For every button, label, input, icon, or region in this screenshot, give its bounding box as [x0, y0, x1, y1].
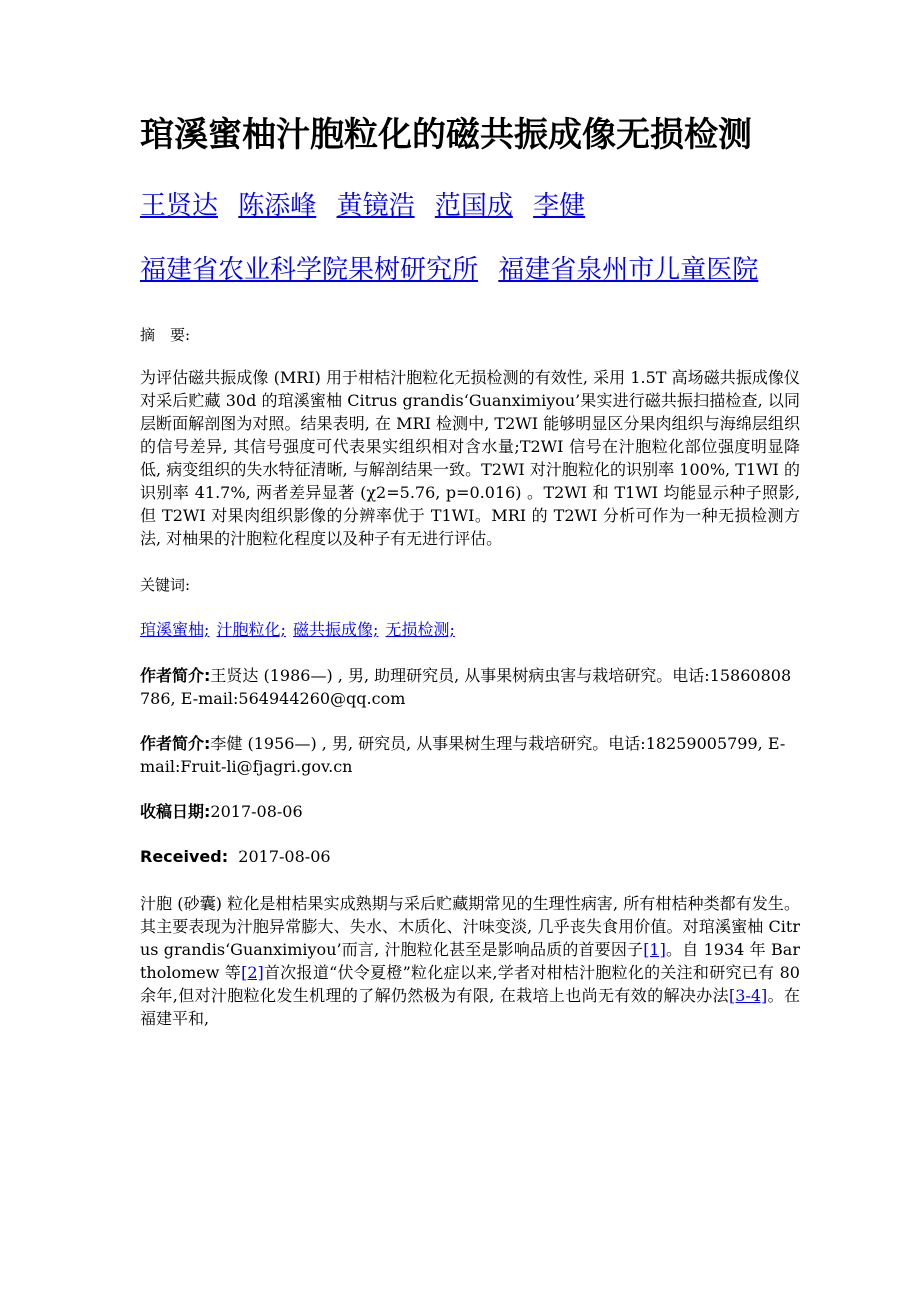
author-intro-text: 王贤达 (1986—) , 男, 助理研究员, 从事果树病虫害与栽培研究。电话:15860808786, E-mail:564944260@qq.com [140, 666, 792, 708]
author-link[interactable]: 黄镜浩 [336, 191, 415, 221]
author-intro-1 [140, 664, 800, 710]
keyword-link[interactable]: 琯溪蜜柚; [140, 620, 210, 639]
received-label-en: Received: [140, 847, 229, 866]
reference-link[interactable]: [1] [643, 940, 666, 959]
reference-link[interactable]: [2] [241, 963, 264, 982]
keyword-link[interactable]: 磁共振成像; [293, 620, 379, 639]
reference-link[interactable]: [3-4] [729, 986, 768, 1005]
author-intro-text: 李健 (1956—) , 男, 研究员, 从事果树生理与栽培研究。电话:18259005799, E-mail:Fruit-li@fjagri.gov.cn [140, 734, 786, 776]
author-list [140, 186, 800, 226]
paper-page [140, 110, 800, 1030]
received-label-cn: 收稿日期: [140, 802, 211, 821]
body-paragraph [140, 892, 800, 1030]
affiliation-link[interactable]: 福建省农业科学院果树研究所 [140, 255, 479, 285]
author-link[interactable]: 李健 [533, 191, 586, 221]
affiliation-link[interactable]: 福建省泉州市儿童医院 [498, 255, 759, 285]
keyword-list [140, 618, 800, 642]
body-text-segment: 。自 1934 年 Bartholomew 等 [140, 940, 800, 982]
author-link[interactable]: 陈添峰 [238, 191, 317, 221]
keyword-link[interactable]: 无损检测; [385, 620, 455, 639]
abstract-text: 为评估磁共振成像 (MRI) 用于柑桔汁胞粒化无损检测的有效性, 采用 1.5T 高场磁共振成像仪对采后贮藏 30d 的琯溪蜜柚 Citrus grandis‘Guanximiyou’果实进行磁共振扫描检查, 以同层断面解剖图为对照。结果表明, 在 MRI 检测中, T2WI 能够明显区分果肉组织与海绵层组织的信号差异, 其信号强度可代表果实组织相对含水量;T2WI 信号在汁胞粒化部位强度明显降低, 病变组织的失水特征清晰, 与解剖结果一致。T2WI 对汁胞粒化的识别率 100%, T1WI 的识别率 41.7%, 两者差异显著 (χ2=5.76, p=0.016) 。T2WI 和 T1WI 均能显示种子照影, 但 T2WI 对果肉组织影像的分辨率优于 T1WI。MRI 的 T2WI 分析可作为一种无损检测方法, 对柚果的汁胞粒化程度以及种子有无进行评估。 [140, 368, 800, 548]
abstract-label: 摘 要: [140, 326, 191, 344]
paper-title: 琯溪蜜柚汁胞粒化的磁共振成像无损检测 [140, 115, 752, 155]
received-date-en [140, 845, 800, 868]
author-intro-label: 作者简介: [140, 734, 211, 753]
author-link[interactable]: 王贤达 [140, 191, 219, 221]
keyword-link[interactable]: 汁胞粒化; [216, 620, 286, 639]
author-intro-label: 作者简介: [140, 666, 211, 685]
author-link[interactable]: 范国成 [434, 191, 513, 221]
received-value-en: 2017-08-06 [238, 847, 331, 866]
body-text-segment: 汁胞 (砂囊) 粒化是柑桔果实成熟期与采后贮藏期常见的生理性病害, 所有柑桔种类都有发生。其主要表现为汁胞异常膨大、失水、木质化、汁味变淡, 几乎丧失食用价值。对琯溪蜜柚 Citrus grandis‘Guanximiyou’而言, 汁胞粒化甚至是影响品质的首要因子 [140, 894, 800, 959]
author-intro-2 [140, 732, 800, 778]
received-date-cn [140, 800, 800, 823]
received-value-cn: 2017-08-06 [210, 802, 303, 821]
body-text-segment: 。在福建平和, [140, 986, 800, 1028]
keywords-label: 关键词: [140, 576, 191, 594]
affiliation-list [140, 246, 800, 294]
body-text-segment: 首次报道“伏令夏橙”粒化症以来,学者对柑桔汁胞粒化的关注和研究已有 80 余年,但对汁胞粒化发生机理的了解仍然极为有限, 在栽培上也尚无有效的解决办法 [140, 963, 800, 1005]
